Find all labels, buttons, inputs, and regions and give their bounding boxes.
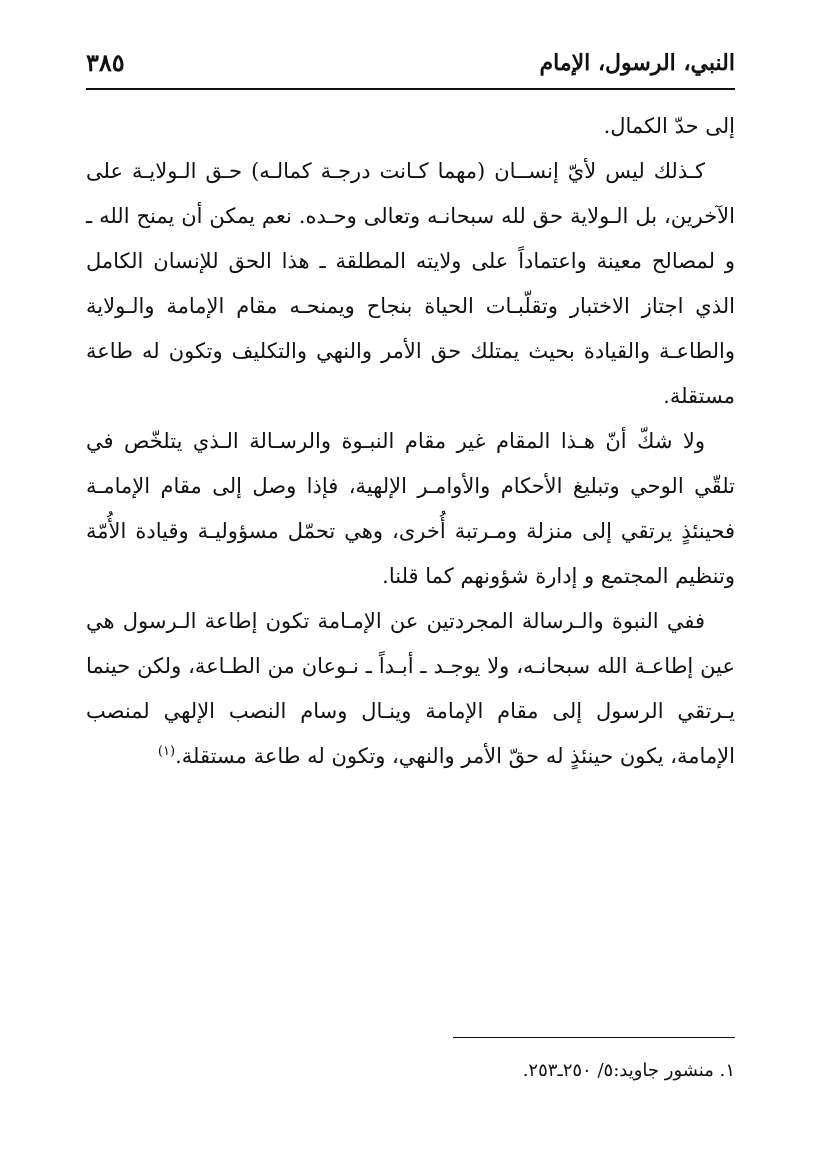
page-header [86, 44, 735, 84]
paragraph-4-text: ففي النبوة والـرسالة المجردتين عن الإمـامة تكون إطاعة الـرسول هي عين إطاعـة الله سبحانـه، ولا يوجـد ـ أبـداً ـ نـوعان من الطـاعة، ولكن حينما يـرتقي الرسول إلى مقام الإمامة وينـال وسام النصب الإلهي لمنصب الإمامة، يكون حينئذٍ له حقّ الأمر والنهي، وتكون له طاعة مستقلة. [86, 609, 735, 768]
paragraph-2: كـذلك ليس لأيّ إنســان (مهما كـانت درجـة كمالـه) حـق الـولايـة على الآخرين، بل الـولاية حق لله سبحانـه وتعالى وحـده. نعم يمكن أن يمنح الله ـ و لمصالح معينة واعتماداً على ولايته المطلقة ـ هذا الحق للإنسان الكامل الذي اجتاز الاختبار وتقلّبـات الحياة بنجاح ويمنحـه مقام الإمامة والـولاية والطاعـة والقيادة بحيث يمتلك حق الأمر والنهي والتكليف وتكون له طاعة مستقلة. [86, 159, 735, 408]
paragraph-3: ولا شكّ أنّ هـذا المقام غير مقام النبـوة والرسـالة الـذي يتلخّص في تلقّي الوحي وتبليغ الأحكام والأوامـر الإلهية، فإذا وصل إلى مقام الإمامـة فحينئذٍ يرتقي إلى منزلة ومـرتبة أُخرى، وهي تحمّل مسؤوليـة وقيادة الأُمّة وتنظيم المجتمع و إدارة شؤونهم كما قلنا. [86, 429, 735, 588]
paragraph-4 [86, 599, 735, 779]
header-rule [86, 88, 735, 90]
footnote-rule [453, 1037, 735, 1038]
running-title: النبي، الرسول، الإمام [539, 50, 735, 76]
body-text [86, 104, 735, 779]
page-number: ٣٨٥ [86, 48, 125, 77]
footnote: ١. منشور جاويد:٥/ ٢٥٠ـ٢٥٣. [522, 1060, 735, 1081]
paragraph-1: إلى حدّ الكمال. [603, 114, 735, 138]
footnote-reference[interactable]: (١) [157, 744, 176, 759]
